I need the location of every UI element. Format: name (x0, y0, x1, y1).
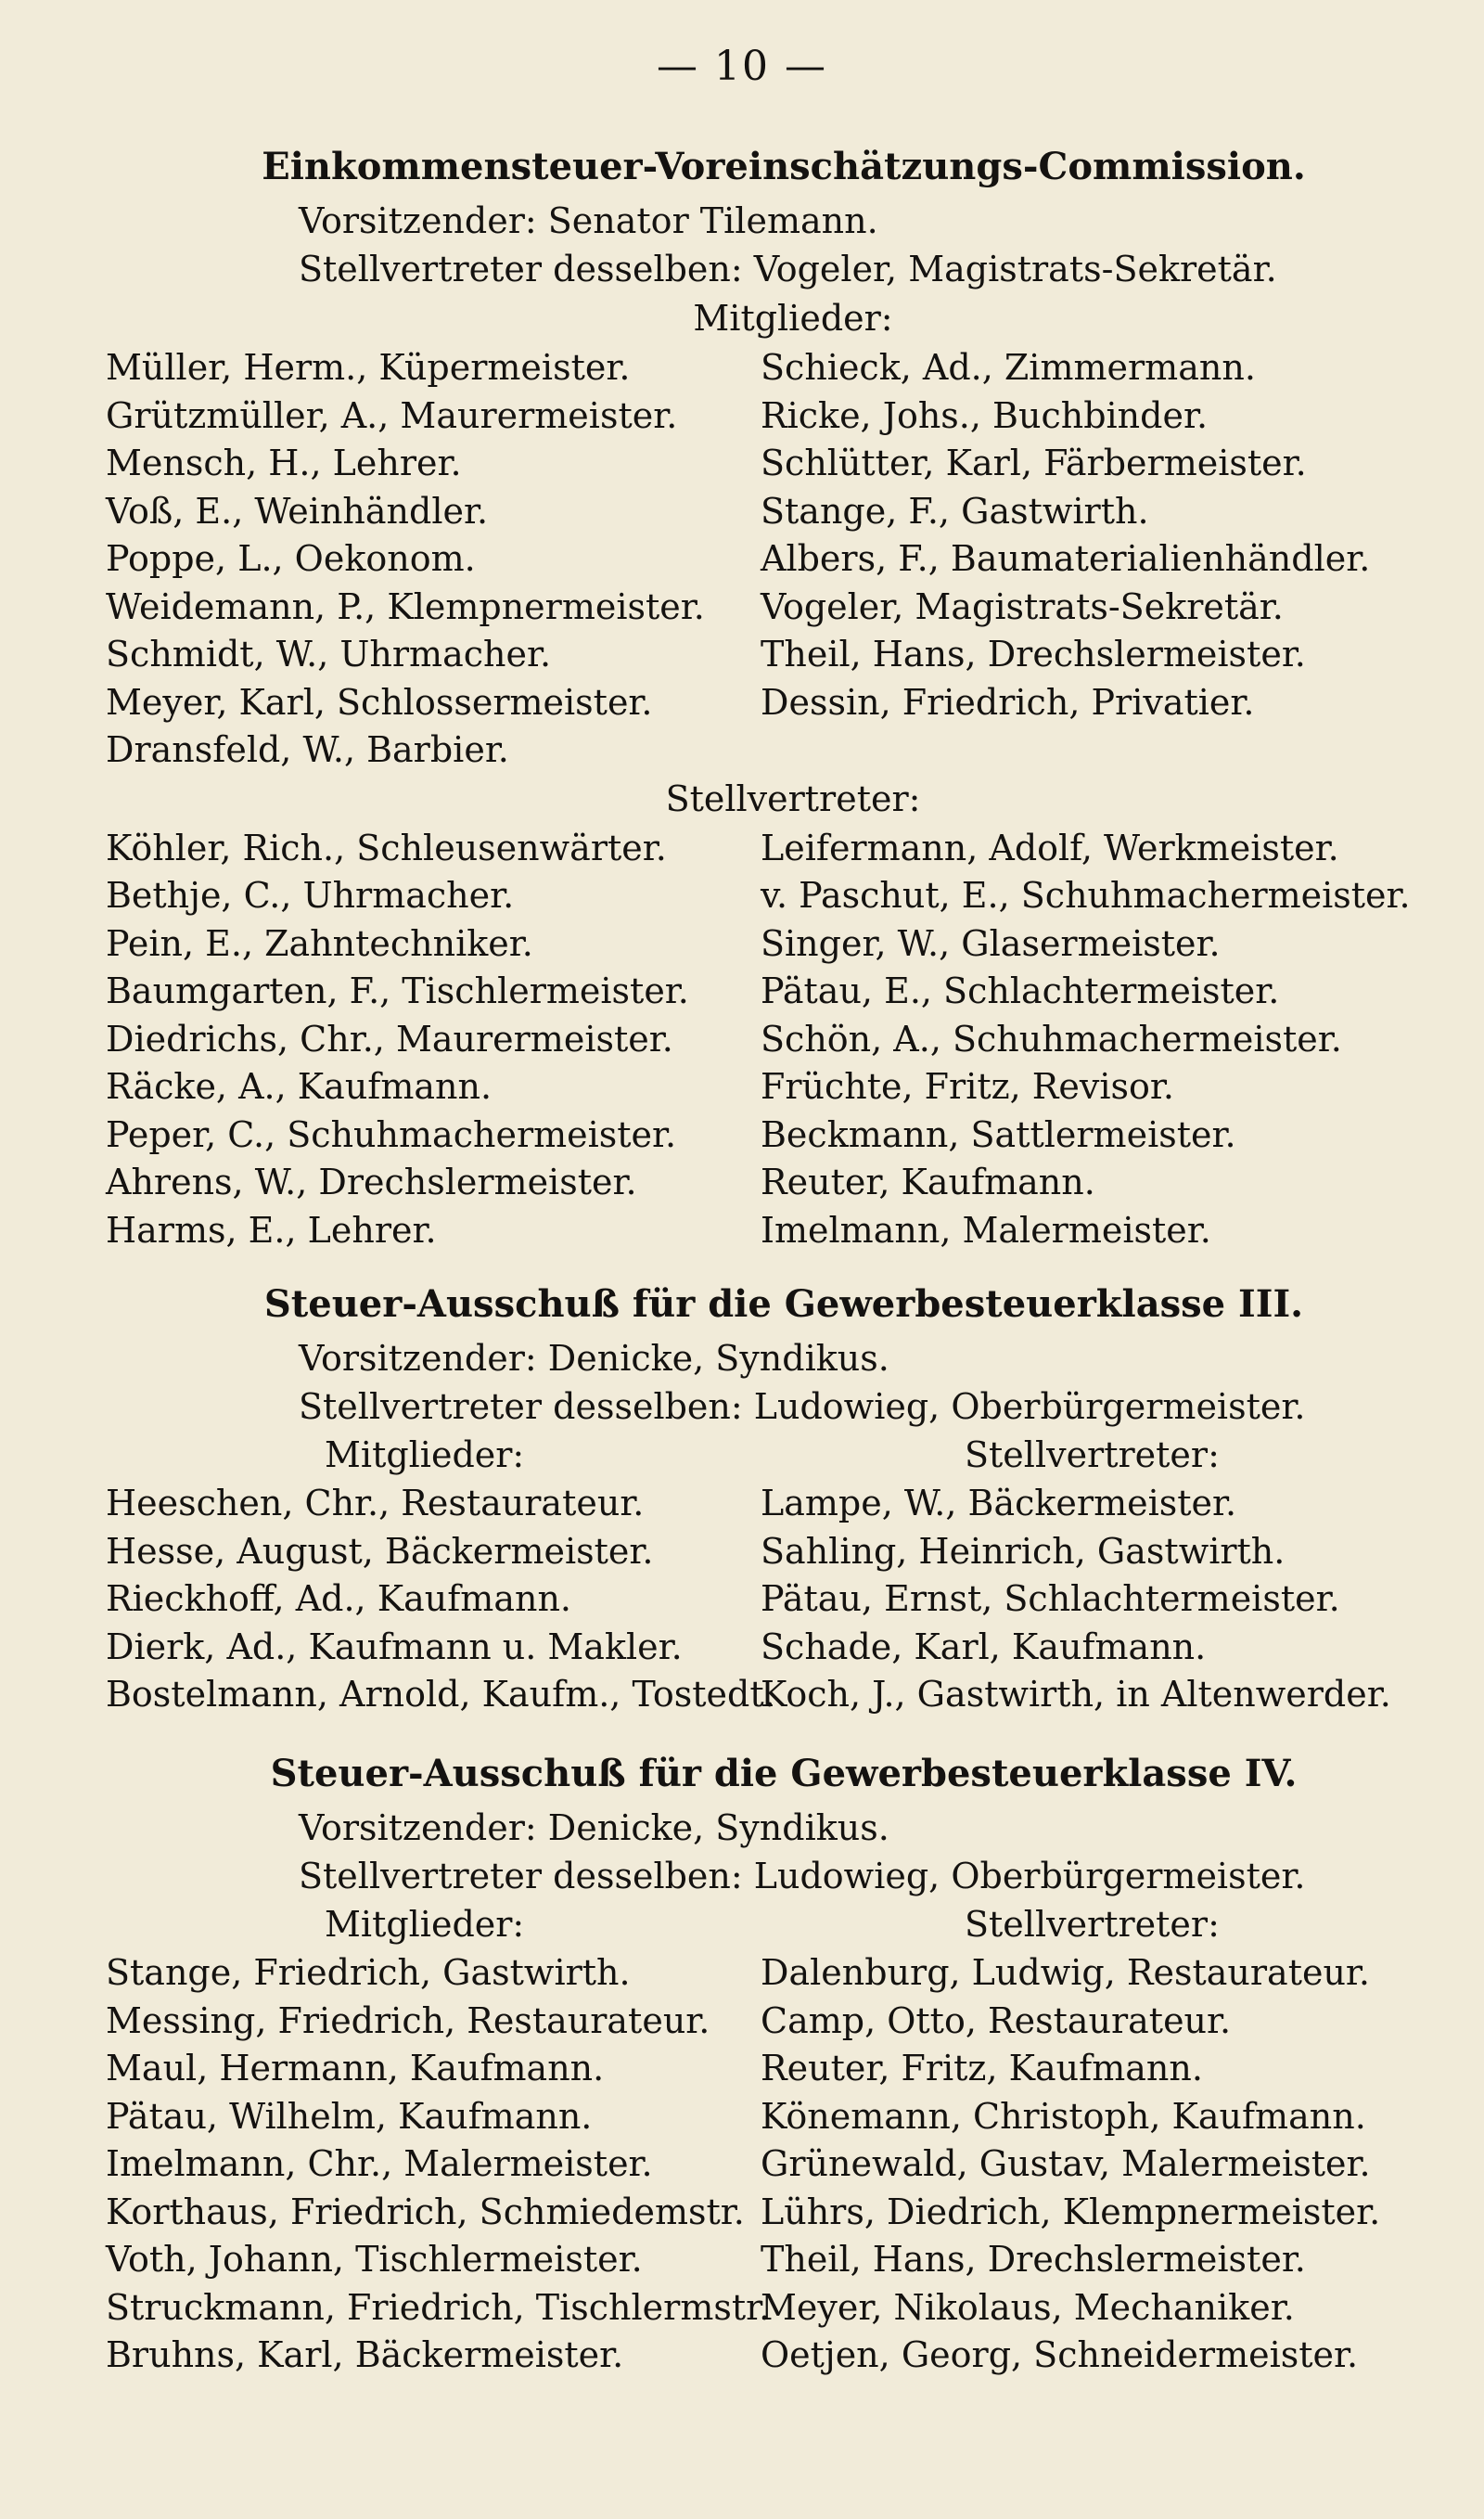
left-entry: Grützmüller, A., Maurermeister. (106, 394, 678, 436)
left-entry: Poppe, L., Oekonom. (106, 538, 476, 579)
left-entry: Peper, C., Schuhmachermeister. (106, 1113, 677, 1155)
right-entry: Dalenburg, Ludwig, Restaurateur. (761, 1952, 1371, 1993)
list-row (0, 2092, 1484, 2140)
right-entry: Camp, Otto, Restaurateur. (761, 1999, 1232, 2041)
deputies-heading: Stellvertreter: (665, 778, 921, 819)
right-entry: Reuter, Kaufmann. (761, 1162, 1095, 1202)
page-number: — 10 — (657, 43, 827, 90)
right-entry: Schön, A., Schuhmachermeister. (761, 1018, 1342, 1060)
right-entry: Meyer, Nikolaus, Mechaniker. (761, 2286, 1295, 2328)
left-entry: Köhler, Rich., Schleusenwärter. (106, 827, 667, 868)
left-entry: Weidemann, P., Klempnermeister. (106, 585, 705, 627)
members-heading: Mitglieder: (693, 298, 893, 339)
section-trade-tax-class-iv (0, 1744, 1484, 2379)
left-entry: Bruhns, Karl, Bäckermeister. (106, 2334, 624, 2375)
left-entry: Ahrens, W., Drechslermeister. (106, 1162, 637, 1202)
list-row (0, 1670, 1484, 1718)
left-entry: Korthaus, Friedrich, Schmiedemstr. (106, 2191, 745, 2232)
column-headings (0, 1431, 1484, 1479)
right-entry: Lührs, Diedrich, Klempnermeister. (761, 2191, 1381, 2232)
left-entry: Hesse, August, Bäckermeister. (106, 1530, 654, 1572)
right-entry: Leifermann, Adolf, Werkmeister. (761, 827, 1339, 868)
list-row (0, 487, 1484, 535)
list-row (0, 2044, 1484, 2092)
right-entry: Grünewald, Gustav, Malermeister. (761, 2143, 1371, 2184)
list-row (0, 1479, 1484, 1527)
members-deputies-grid (0, 1479, 1484, 1718)
left-entry: Voß, E., Weinhändler. (106, 490, 489, 532)
left-entry: Dierk, Ad., Kaufmann u. Makler. (106, 1626, 683, 1667)
left-entry: Baumgarten, F., Tischlermeister. (106, 970, 689, 1011)
list-row (0, 726, 1484, 774)
left-entry: Voth, Johann, Tischlermeister. (106, 2239, 643, 2280)
list-row (0, 630, 1484, 678)
left-entry: Meyer, Karl, Schlossermeister. (106, 681, 653, 723)
left-entry: Mensch, H., Lehrer. (106, 443, 462, 483)
list-row (0, 1206, 1484, 1254)
members-heading: Mitglieder: (325, 1434, 525, 1475)
members-heading: Mitglieder: (325, 1904, 525, 1945)
list-row (0, 2140, 1484, 2188)
chairman-line: Vorsitzender: Denicke, Syndikus. (299, 1338, 889, 1379)
section-title: Steuer-Ausschuß für die Gewerbesteuerklasse III. (263, 1282, 1304, 1326)
left-entry: Bostelmann, Arnold, Kaufm., Tostedt. (106, 1674, 775, 1715)
deputies-heading: Stellvertreter: (965, 1434, 1220, 1475)
list-row (0, 967, 1484, 1015)
chairman-line: Vorsitzender: Denicke, Syndikus. (299, 1807, 889, 1848)
list-row (0, 1574, 1484, 1623)
deputies-grid (0, 824, 1484, 1254)
left-entry: Struckmann, Friedrich, Tischlermstr. (106, 2286, 771, 2328)
right-entry: Schlütter, Karl, Färbermeister. (761, 443, 1307, 483)
right-entry: Oetjen, Georg, Schneidermeister. (761, 2334, 1359, 2375)
vice-chairman-line: Stellvertreter desselben: Vogeler, Magistrats-Sekretär. (299, 249, 1277, 289)
list-row (0, 392, 1484, 440)
right-entry: Sahling, Heinrich, Gastwirth. (761, 1530, 1286, 1572)
right-entry: Koch, J., Gastwirth, in Altenwerder. (761, 1674, 1391, 1715)
list-row (0, 871, 1484, 919)
right-entry: Schade, Karl, Kaufmann. (761, 1626, 1207, 1667)
list-row (0, 1062, 1484, 1111)
right-entry: Albers, F., Baumaterialienhändler. (761, 538, 1371, 579)
left-entry: Imelmann, Chr., Malermeister. (106, 2143, 653, 2184)
right-entry: Stange, F., Gastwirth. (761, 490, 1149, 532)
list-row (0, 1111, 1484, 1159)
list-row (0, 343, 1484, 392)
left-entry: Messing, Friedrich, Restaurateur. (106, 1999, 710, 2041)
right-entry: Pätau, Ernst, Schlachtermeister. (761, 1578, 1340, 1619)
list-row (0, 583, 1484, 631)
deputies-heading: Stellvertreter: (965, 1904, 1220, 1945)
right-entry: Reuter, Fritz, Kaufmann. (761, 2048, 1203, 2088)
list-row (0, 534, 1484, 583)
right-entry: Früchte, Fritz, Revisor. (761, 1066, 1174, 1107)
right-entry: Könemann, Christoph, Kaufmann. (761, 2095, 1366, 2137)
members-grid (0, 343, 1484, 774)
list-row (0, 1158, 1484, 1206)
left-entry: Pätau, Wilhelm, Kaufmann. (106, 2095, 593, 2137)
list-row (0, 2188, 1484, 2236)
chairman-line: Vorsitzender: Senator Tilemann. (299, 200, 878, 241)
list-row (0, 824, 1484, 872)
right-entry: Schieck, Ad., Zimmermann. (761, 347, 1256, 388)
left-entry: Räcke, A., Kaufmann. (106, 1066, 493, 1107)
left-entry: Rieckhoff, Ad., Kaufmann. (106, 1578, 572, 1619)
left-entry: Dransfeld, W., Barbier. (106, 729, 509, 770)
list-row (0, 1623, 1484, 1671)
right-entry: Pätau, E., Schlachtermeister. (761, 970, 1280, 1011)
right-entry: Dessin, Friedrich, Privatier. (761, 681, 1255, 723)
section-title: Einkommensteuer-Voreinschätzungs-Commission. (262, 145, 1306, 188)
left-entry: Pein, E., Zahntechniker. (106, 922, 533, 964)
right-entry: Ricke, Johs., Buchbinder. (761, 394, 1209, 436)
column-headings (0, 1900, 1484, 1948)
right-entry: Beckmann, Sattlermeister. (761, 1113, 1236, 1155)
list-row (0, 439, 1484, 487)
vice-chairman-line: Stellvertreter desselben: Ludowieg, Oberbürgermeister. (299, 1856, 1306, 1896)
right-entry: Theil, Hans, Drechslermeister. (761, 2239, 1306, 2280)
list-row (0, 1948, 1484, 1997)
list-row (0, 1015, 1484, 1063)
vice-chairman-line: Stellvertreter desselben: Ludowieg, Oberbürgermeister. (299, 1386, 1306, 1427)
left-entry: Bethje, C., Uhrmacher. (106, 875, 515, 916)
right-entry: v. Paschut, E., Schuhmachermeister. (761, 875, 1411, 916)
left-entry: Diedrichs, Chr., Maurermeister. (106, 1018, 673, 1060)
left-entry: Heeschen, Chr., Restaurateur. (106, 1483, 645, 1523)
left-entry: Stange, Friedrich, Gastwirth. (106, 1952, 631, 1993)
right-entry: Lampe, W., Bäckermeister. (761, 1483, 1237, 1523)
section-income-tax-commission (0, 137, 1484, 1253)
left-entry: Harms, E., Lehrer. (106, 1209, 437, 1251)
list-row (0, 1997, 1484, 2045)
list-row (0, 919, 1484, 968)
section-title: Steuer-Ausschuß für die Gewerbesteuerklasse IV. (270, 1752, 1298, 1795)
right-entry: Theil, Hans, Drechslermeister. (761, 634, 1306, 675)
left-entry: Müller, Herm., Küpermeister. (106, 347, 631, 388)
list-row (0, 2235, 1484, 2283)
right-entry: Imelmann, Malermeister. (761, 1209, 1211, 1251)
list-row (0, 2283, 1484, 2332)
members-deputies-grid (0, 1948, 1484, 2379)
list-row (0, 678, 1484, 726)
right-entry: Vogeler, Magistrats-Sekretär. (761, 585, 1284, 627)
left-entry: Schmidt, W., Uhrmacher. (106, 634, 552, 675)
list-row (0, 1527, 1484, 1575)
right-entry: Singer, W., Glasermeister. (761, 922, 1221, 964)
list-row (0, 2331, 1484, 2379)
section-trade-tax-class-iii (0, 1275, 1484, 1718)
left-entry: Maul, Hermann, Kaufmann. (106, 2048, 605, 2088)
